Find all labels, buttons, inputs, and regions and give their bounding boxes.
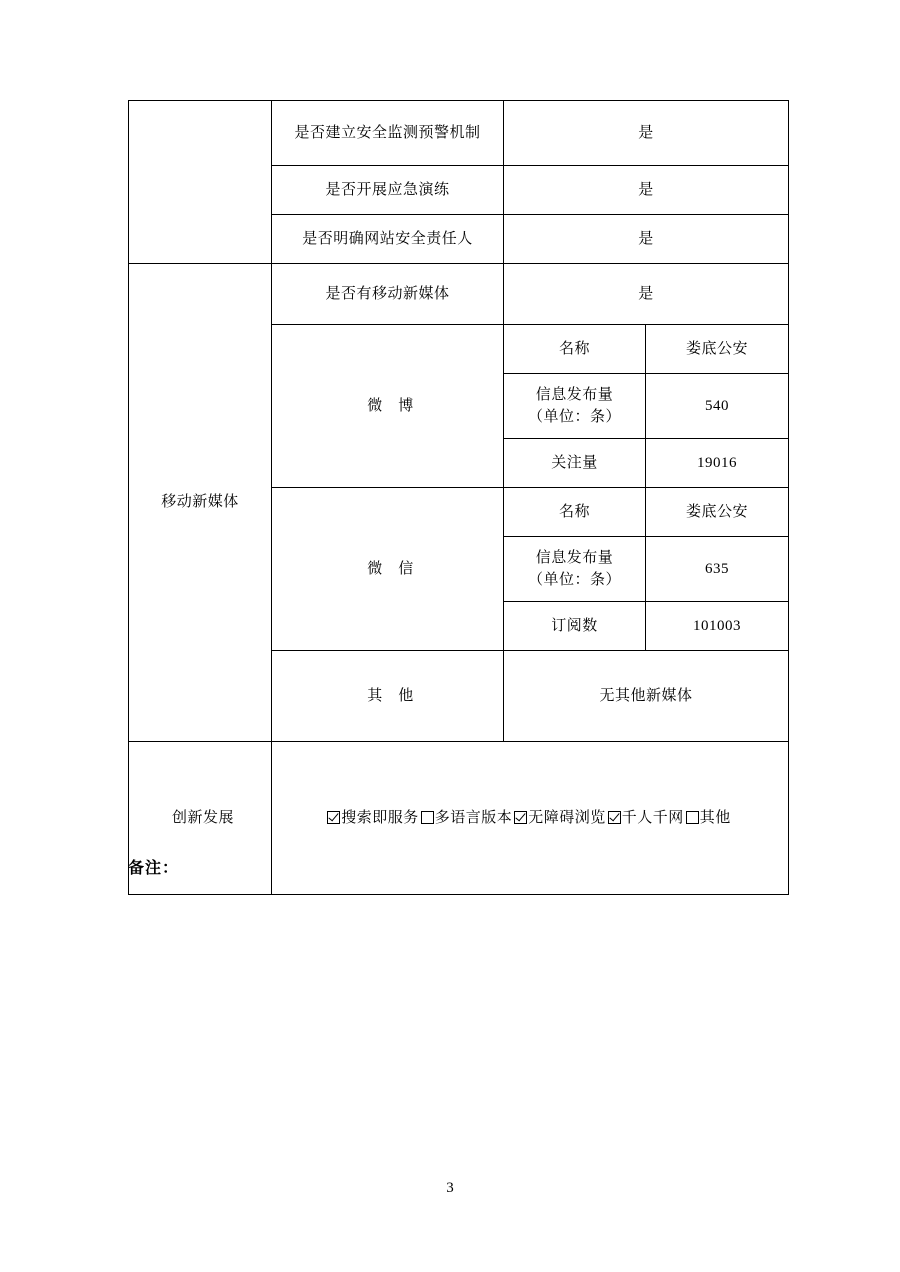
security-value-2: 是: [504, 166, 789, 215]
security-section-cell: [129, 101, 272, 264]
security-label-3: 是否明确网站安全责任人: [272, 215, 504, 264]
security-label-2: 是否开展应急演练: [272, 166, 504, 215]
weibo-follow-value: 19016: [646, 439, 789, 488]
weixin-publish-value: 635: [646, 537, 789, 602]
checkbox-label-accessibility: 无障碍浏览: [528, 809, 606, 826]
weibo-name-label: 名称: [504, 325, 646, 374]
weixin-publish-label-line2: （单位：条）: [527, 572, 621, 588]
checkbox-label-other: 其他: [699, 809, 731, 826]
checkbox-other[interactable]: [686, 811, 699, 824]
weixin-publish-label: [504, 537, 646, 602]
checkbox-accessibility[interactable]: [514, 811, 527, 824]
weibo-name-value: 娄底公安: [646, 325, 789, 374]
weixin-publish-label-line1: 信息发布量: [535, 549, 614, 566]
weixin-name-value: 娄底公安: [646, 488, 789, 537]
annual-report-table: [128, 100, 789, 895]
weixin-label: 微 信: [272, 488, 504, 651]
weixin-name-label: 名称: [504, 488, 646, 537]
security-label-1: 是否建立安全监测预警机制: [272, 101, 504, 166]
checkbox-search-as-service[interactable]: [327, 811, 340, 824]
security-value-1: 是: [504, 101, 789, 166]
weibo-follow-label: 关注量: [504, 439, 646, 488]
checkbox-multilingual[interactable]: [421, 811, 434, 824]
weibo-publish-label-line2: （单位：条）: [527, 409, 621, 425]
checkbox-label-search-as-service: 搜索即服务: [341, 809, 419, 826]
checkbox-label-personalized: 千人千网: [621, 809, 684, 826]
other-media-label: 其 他: [272, 651, 504, 742]
innovation-checkbox-group: [327, 807, 733, 830]
table-row: [129, 101, 789, 166]
security-value-3: 是: [504, 215, 789, 264]
weibo-publish-value: 540: [646, 374, 789, 439]
other-media-value: 无其他新媒体: [504, 651, 789, 742]
checkbox-personalized[interactable]: [608, 811, 621, 824]
innovation-options: [272, 742, 789, 895]
innovation-label: 创新发展: [129, 742, 272, 895]
weixin-subscribe-label: 订阅数: [504, 602, 646, 651]
weixin-subscribe-value: 101003: [646, 602, 789, 651]
weibo-publish-label: [504, 374, 646, 439]
weibo-label: 微 博: [272, 325, 504, 488]
weibo-publish-label-line1: 信息发布量: [535, 386, 614, 403]
remark-label: 备注：: [128, 860, 180, 877]
mobile-media-section-label: 移动新媒体: [129, 264, 272, 742]
page-number: 3: [446, 1180, 454, 1196]
has-mobile-media-value: 是: [504, 264, 789, 325]
table-row: [129, 264, 789, 325]
table-row: [129, 742, 789, 895]
checkbox-label-multilingual: 多语言版本: [434, 809, 513, 826]
has-mobile-media-label: 是否有移动新媒体: [272, 264, 504, 325]
